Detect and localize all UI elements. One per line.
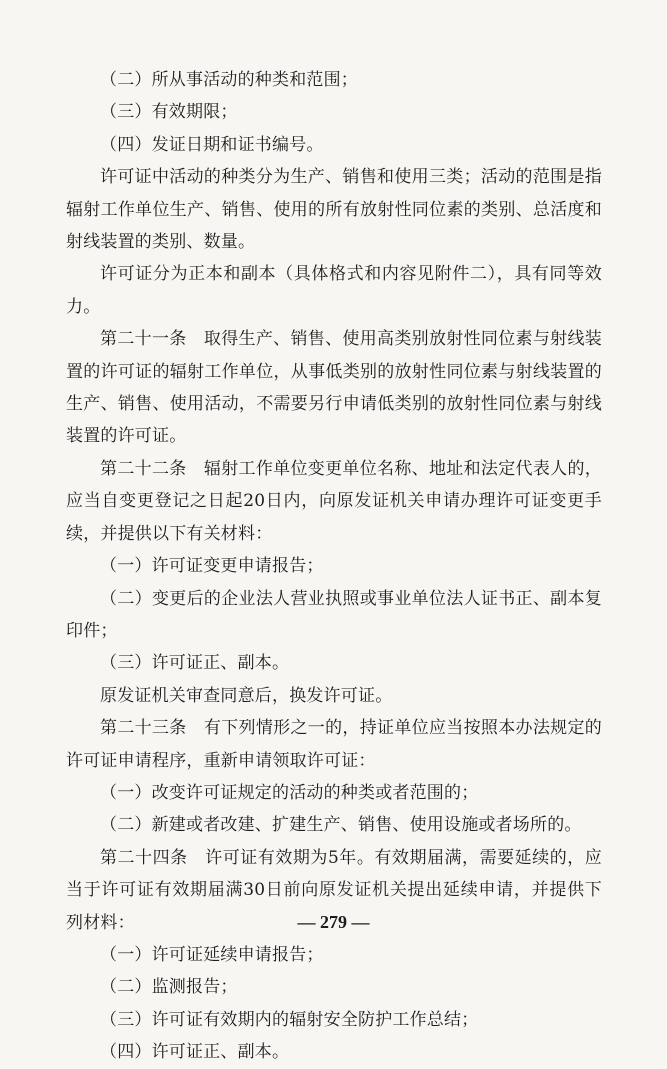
- list-item: （一）改变许可证规定的活动的种类或者范围的；: [100, 782, 479, 803]
- list-item: （二）监测报告；: [100, 977, 238, 998]
- paragraph: （四）发证日期和证书编号。: [100, 134, 324, 155]
- paragraph: 许可证中活动的种类分为生产、销售和使用三类；活动的范围是指辐射工作单位生产、销售、使用的所有放射性同位素的类别、总活度和射线装置的类别、数量。: [66, 167, 602, 253]
- list-item: （一）许可证变更申请报告；: [100, 556, 324, 577]
- article-24-paragraph: 第二十四条 许可证有效期为5年。有效期届满，需要延续的，应当于许可证有效期届满30日前向原发证机关提出延续申请，并提供下列材料：: [66, 847, 602, 933]
- list-item: （三）许可证正、副本。: [100, 653, 290, 674]
- paragraph: 许可证分为正本和副本（具体格式和内容见附件二），具有同等效力。: [66, 264, 602, 317]
- paragraph: （二）所从事活动的种类和范围；: [100, 70, 358, 90]
- list-item: （一）许可证延续申请报告；: [100, 944, 324, 965]
- article-23-paragraph: 第二十三条 有下列情形之一的，持证单位应当按照本办法规定的许可证申请程序，重新申请领取许可证：: [66, 718, 602, 771]
- list-item: （二）新建或者改建、扩建生产、销售、使用设施或者场所的。: [100, 815, 582, 836]
- paragraph: （三）有效期限；: [100, 102, 238, 123]
- article-21-paragraph: 第二十一条 取得生产、销售、使用高类别放射性同位素与射线装置的许可证的辐射工作单位，从事低类别的放射性同位素与射线装置的生产、销售、使用活动，不需要另行申请低类别的放射性同位素与射线装置的许可证。: [66, 329, 602, 447]
- list-item: （四）许可证正、副本。: [100, 1042, 290, 1063]
- page-number: — 279 —: [297, 912, 370, 932]
- paragraph: 原发证机关审查同意后，换发许可证。: [100, 685, 393, 706]
- article-22-paragraph: 第二十二条 辐射工作单位变更单位名称、地址和法定代表人的，应当自变更登记之日起20日内，向原发证机关申请办理许可证变更手续，并提供以下有关材料：: [66, 458, 602, 544]
- list-item: （二）变更后的企业法人营业执照或事业单位法人证书正、副本复印件；: [66, 588, 602, 641]
- list-item: （三）许可证有效期内的辐射安全防护工作总结；: [100, 1009, 479, 1030]
